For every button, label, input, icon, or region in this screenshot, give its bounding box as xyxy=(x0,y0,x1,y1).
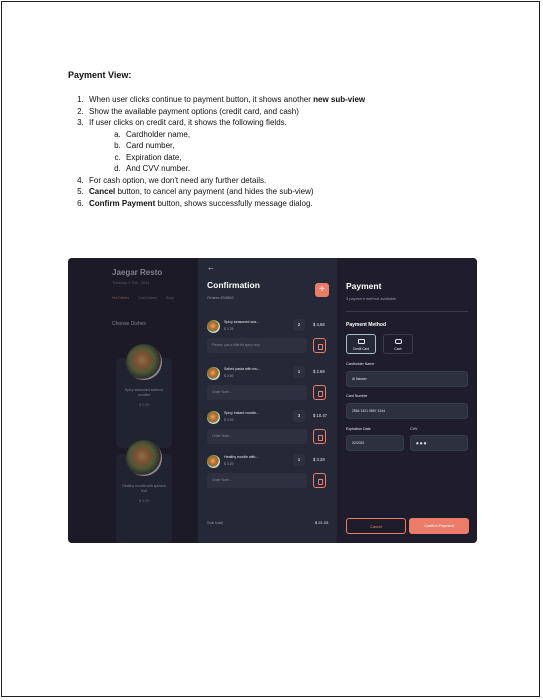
item-quantity[interactable]: 3 xyxy=(293,410,305,422)
card-number-field[interactable]: 2564 1421 0897 1244 xyxy=(346,403,468,419)
card-number-label: Card Number xyxy=(346,394,368,398)
confirm-payment-button[interactable]: Confirm Payment xyxy=(409,518,469,534)
item-total: $ 2.69 xyxy=(313,369,325,374)
field-item: d. And CVV number. xyxy=(123,163,506,175)
trash-icon[interactable] xyxy=(313,338,326,353)
step-text: If user clicks on credit card, it shows the following fields. xyxy=(89,118,287,127)
item-price: $ 2.29 xyxy=(224,327,234,331)
restaurant-date: Tuesday 2 Feb, 2021 xyxy=(112,280,150,285)
item-quantity[interactable]: 1 xyxy=(293,454,305,466)
dish-price: $ 3.29 xyxy=(139,499,149,503)
expiration-label: Expiration Date xyxy=(346,427,371,431)
item-thumbnail xyxy=(207,320,220,333)
field-item: c. Expiration date, xyxy=(123,152,506,164)
dish-card[interactable] xyxy=(116,358,172,448)
step-text: button, to cancel any payment (and hides the sub-view) xyxy=(115,187,314,196)
tab-cold-dishes[interactable]: Cold Dishes xyxy=(138,296,157,300)
cardholder-field[interactable]: Al Nasser xyxy=(346,371,468,387)
document-page xyxy=(1,1,540,697)
field-item: a. Cardholder name, xyxy=(123,129,506,141)
step-bold-text: Cancel xyxy=(89,187,116,196)
subtotal-label: Sub total xyxy=(207,520,223,525)
dish-image xyxy=(126,440,162,476)
trash-icon[interactable] xyxy=(313,473,326,488)
choose-dishes-label: Choose Dishes xyxy=(112,321,146,327)
cash-icon xyxy=(395,339,402,344)
item-price: $ 3.49 xyxy=(224,418,234,422)
order-note-input[interactable]: Please, just a little bit spicy only. xyxy=(207,338,307,353)
step-item xyxy=(86,106,506,118)
step-item xyxy=(86,117,506,175)
field-sublist xyxy=(89,129,506,175)
divider xyxy=(346,311,468,312)
cash-option[interactable] xyxy=(383,334,413,354)
dish-image xyxy=(126,344,162,380)
document-heading: Payment View: xyxy=(68,70,132,80)
method-label: Credit Card xyxy=(352,347,370,351)
tab-soup[interactable]: Soup xyxy=(166,296,175,300)
field-item: b. Card number, xyxy=(123,140,506,152)
cardholder-label: Cardholder Name xyxy=(346,362,375,366)
item-total: $ 3.29 xyxy=(313,457,325,462)
subtotal-value: $ 21.03 xyxy=(315,520,329,525)
cvv-field[interactable]: ••• xyxy=(410,435,468,451)
step-text: When user clicks continue to payment button, it shows another xyxy=(89,95,314,104)
tab-hot-dishes[interactable]: Hot Dishes xyxy=(112,296,130,300)
payment-title: Payment xyxy=(346,281,382,291)
step-text: button, shows successfully message dialog. xyxy=(155,198,313,208)
steps-list xyxy=(72,94,506,209)
order-note-input[interactable]: Order Note... xyxy=(207,473,307,488)
dish-price: $ 2.29 xyxy=(139,403,149,407)
expiration-field[interactable]: 02/2022 xyxy=(346,435,404,451)
item-thumbnail xyxy=(207,367,220,380)
step-item xyxy=(86,175,506,187)
step-bold-text: new sub-view xyxy=(313,95,366,104)
order-note-input[interactable]: Order Note... xyxy=(207,385,307,400)
payment-subtitle: 3 payment method available xyxy=(346,296,397,301)
item-quantity[interactable]: 2 xyxy=(293,319,305,331)
step-text: For cash option, we don't need any further details. xyxy=(89,175,267,185)
dish-name: Spicy seasoned seafood noodles xyxy=(124,388,164,397)
method-label: Cash xyxy=(394,347,402,351)
credit-card-option[interactable] xyxy=(346,334,376,354)
item-price: $ 3.29 xyxy=(224,462,234,466)
app-mockup-screenshot xyxy=(68,258,477,543)
item-name: Salted pasta with mu... xyxy=(224,367,261,371)
step-item xyxy=(86,186,506,198)
payment-method-label: Payment Method xyxy=(346,322,387,328)
order-number: Orders #34562 xyxy=(207,295,234,300)
item-thumbnail xyxy=(207,411,220,424)
dish-card[interactable] xyxy=(116,454,172,543)
category-tabs xyxy=(112,296,174,300)
order-note-input[interactable]: Order Note... xyxy=(207,429,307,444)
item-name: Spicy instant noodle... xyxy=(224,411,260,415)
trash-icon[interactable] xyxy=(313,429,326,444)
cancel-button[interactable]: Cancel xyxy=(346,518,406,534)
item-thumbnail xyxy=(207,455,220,468)
item-total: $ 10.47 xyxy=(313,413,327,418)
dish-menu-panel xyxy=(68,258,198,543)
item-name: Spicy seasoned sea... xyxy=(224,320,260,324)
step-item xyxy=(86,94,506,106)
confirmation-panel xyxy=(198,258,337,543)
step-bold-text: Confirm Payment xyxy=(89,198,156,208)
item-name: Healthy noodle with... xyxy=(224,455,259,459)
back-arrow-icon[interactable]: ← xyxy=(207,263,215,272)
restaurant-title: Jaegar Resto xyxy=(112,268,163,277)
dish-name: Healthy noodle with spinach leaf xyxy=(122,484,166,493)
add-item-button[interactable]: + xyxy=(315,283,329,297)
trash-icon[interactable] xyxy=(313,385,326,400)
confirmation-title: Confirmation xyxy=(207,280,260,290)
item-price: $ 2.69 xyxy=(224,374,234,378)
item-total: $ 4,58 xyxy=(313,322,325,327)
credit-card-icon xyxy=(358,339,365,344)
cvv-label: CVV xyxy=(410,427,418,431)
payment-panel xyxy=(337,258,477,543)
item-quantity[interactable]: 1 xyxy=(293,366,305,378)
step-text: Show the available payment options (credit card, and cash) xyxy=(89,106,299,116)
step-item xyxy=(86,198,506,210)
